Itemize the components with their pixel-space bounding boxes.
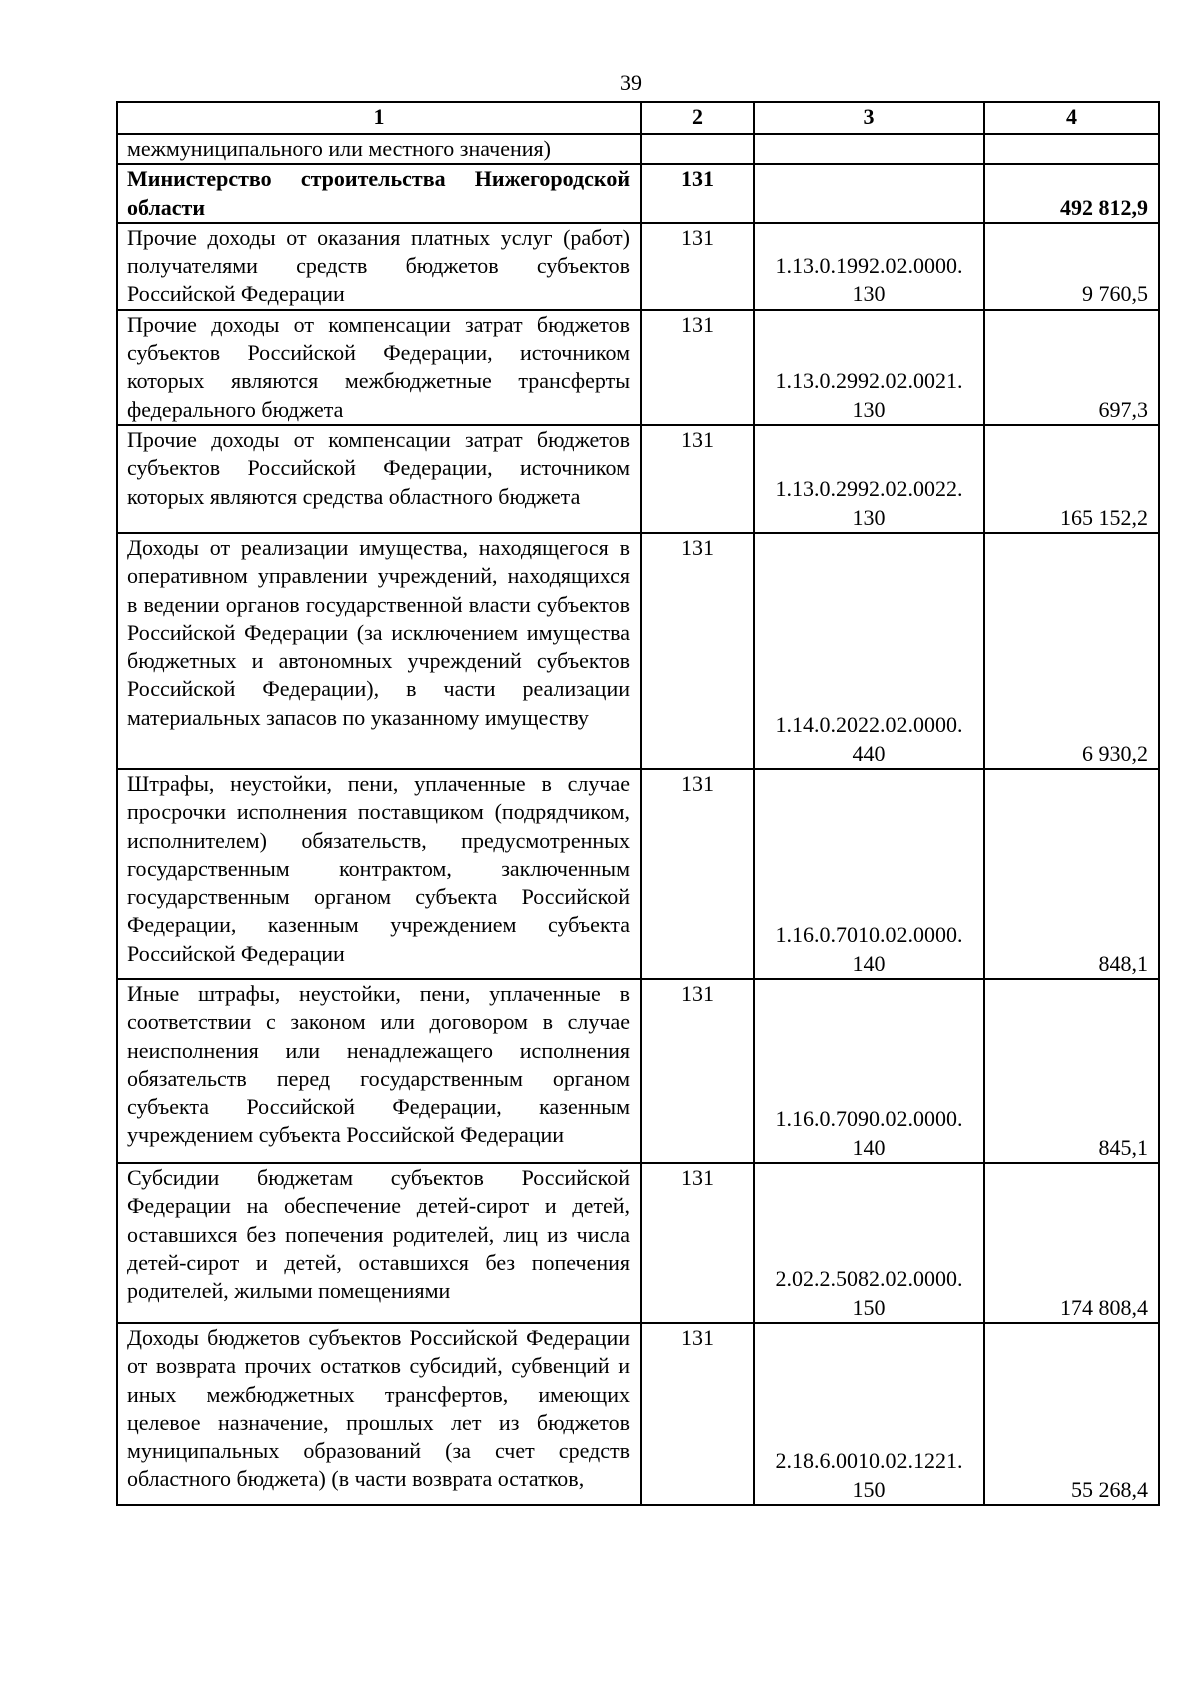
admin-code-cell: [641, 134, 754, 164]
column-header-2: 2: [641, 102, 754, 134]
amount-cell: 9 760,5: [984, 223, 1159, 310]
kbk-suffix-part: 150: [852, 1294, 886, 1320]
admin-code-cell: 131: [641, 310, 754, 425]
kbk-main-part: 1.14.0.2022.02.0000.: [775, 712, 963, 738]
column-header-1: 1: [117, 102, 641, 134]
table-row: [117, 223, 1159, 310]
admin-code-cell: 131: [641, 1323, 754, 1505]
revenue-name-cell: Доходы от реализации имущества, находящегося в оперативном управлении учреждений, находящихся в ведении органов государственной власти субъектов Российской Федерации (за исключением имущества бюджетных и автономных учреждений субъектов Российской Федерации), в части реализации материальных запасов по указанному имуществу: [117, 533, 641, 769]
column-header-4: 4: [984, 102, 1159, 134]
kbk-suffix-part: 440: [852, 740, 886, 766]
kbk-main-part: 1.16.0.7090.02.0000.: [775, 1106, 963, 1132]
table-row: [117, 533, 1159, 769]
budget-classification-code-cell: [754, 979, 984, 1163]
kbk-suffix-part: 130: [852, 504, 886, 530]
budget-classification-code-cell: [754, 769, 984, 979]
budget-classification-code-cell: [754, 223, 984, 310]
amount-cell: 174 808,4: [984, 1163, 1159, 1323]
amount-cell: 6 930,2: [984, 533, 1159, 769]
table-row: [117, 164, 1159, 223]
budget-classification-code-cell: [754, 425, 984, 533]
budget-classification-code-cell: [754, 1163, 984, 1323]
revenue-name-cell: Иные штрафы, неустойки, пени, уплаченные в соответствии с законом или договором в случае неисполнения или ненадлежащего исполнения обязательств перед государственным органом субъекта Российской Федерации, казенным учреждением субъекта Российской Федерации: [117, 979, 641, 1163]
table-row: [117, 769, 1159, 979]
kbk-main-part: 2.02.2.5082.02.0000.: [775, 1266, 963, 1292]
amount-cell: 697,3: [984, 310, 1159, 425]
table-header-row: [117, 102, 1159, 134]
kbk-suffix-part: 150: [852, 1476, 886, 1502]
kbk-suffix-part: 140: [852, 950, 886, 976]
revenue-name-cell: Прочие доходы от компенсации затрат бюджетов субъектов Российской Федерации, источником которых являются средства областного бюджета: [117, 425, 641, 533]
amount-cell: 848,1: [984, 769, 1159, 979]
admin-code-cell: 131: [641, 769, 754, 979]
admin-code-cell: 131: [641, 979, 754, 1163]
budget-classification-code-cell: [754, 1323, 984, 1505]
amount-cell: 165 152,2: [984, 425, 1159, 533]
page-number: 39: [620, 70, 642, 95]
revenue-name-cell: Министерство строительства Нижегородской области: [117, 164, 641, 223]
revenue-name-cell: Доходы бюджетов субъектов Российской Федерации от возврата прочих остатков субсидий, субвенций и иных межбюджетных трансфертов, имеющих целевое назначение, прошлых лет из бюджетов муниципальных образований (за счет средств областного бюджета) (в части возврата остатков,: [117, 1323, 641, 1505]
admin-code-cell: 131: [641, 223, 754, 310]
kbk-main-part: 1.13.0.2992.02.0022.: [775, 476, 963, 502]
table-row: [117, 425, 1159, 533]
admin-code-cell: 131: [641, 533, 754, 769]
kbk-suffix-part: 130: [852, 396, 886, 422]
amount-cell: 845,1: [984, 979, 1159, 1163]
table-row: [117, 979, 1159, 1163]
kbk-suffix-part: 140: [852, 1134, 886, 1160]
admin-code-cell: 131: [641, 1163, 754, 1323]
revenue-name-cell: межмуниципального или местного значения): [117, 134, 641, 164]
budget-classification-code-cell: [754, 164, 984, 223]
revenue-name-cell: Прочие доходы от оказания платных услуг (работ) получателями средств бюджетов субъектов Российской Федерации: [117, 223, 641, 310]
admin-code-cell: 131: [641, 164, 754, 223]
column-header-3: 3: [754, 102, 984, 134]
amount-cell: 492 812,9: [984, 164, 1159, 223]
table-row: [117, 134, 1159, 164]
kbk-main-part: 1.13.0.1992.02.0000.: [775, 253, 963, 279]
amount-cell: [984, 134, 1159, 164]
amount-cell: 55 268,4: [984, 1323, 1159, 1505]
revenue-name-cell: Штрафы, неустойки, пени, уплаченные в случае просрочки исполнения поставщиком (подрядчиком, исполнителем) обязательств, предусмотренных государственным контрактом, заключенным государственным органом субъекта Российской Федерации, казенным учреждением субъекта Российской Федерации: [117, 769, 641, 979]
table-row: [117, 310, 1159, 425]
budget-classification-code-cell: [754, 310, 984, 425]
table-row: [117, 1163, 1159, 1323]
admin-code-cell: 131: [641, 425, 754, 533]
table-row: [117, 1323, 1159, 1505]
revenue-name-cell: Прочие доходы от компенсации затрат бюджетов субъектов Российской Федерации, источником которых являются межбюджетные трансферты федерального бюджета: [117, 310, 641, 425]
budget-classification-code-cell: [754, 533, 984, 769]
kbk-suffix-part: 130: [852, 281, 886, 307]
kbk-main-part: 1.16.0.7010.02.0000.: [775, 922, 963, 948]
kbk-main-part: 2.18.6.0010.02.1221.: [775, 1448, 963, 1474]
revenue-name-cell: Субсидии бюджетам субъектов Российской Федерации на обеспечение детей-сирот и детей, оставшихся без попечения родителей, лиц из числа детей-сирот и детей, оставшихся без попечения родителей, жилыми помещениями: [117, 1163, 641, 1323]
revenue-table: [116, 101, 1160, 1506]
kbk-main-part: 1.13.0.2992.02.0021.: [775, 368, 963, 394]
budget-classification-code-cell: [754, 134, 984, 164]
